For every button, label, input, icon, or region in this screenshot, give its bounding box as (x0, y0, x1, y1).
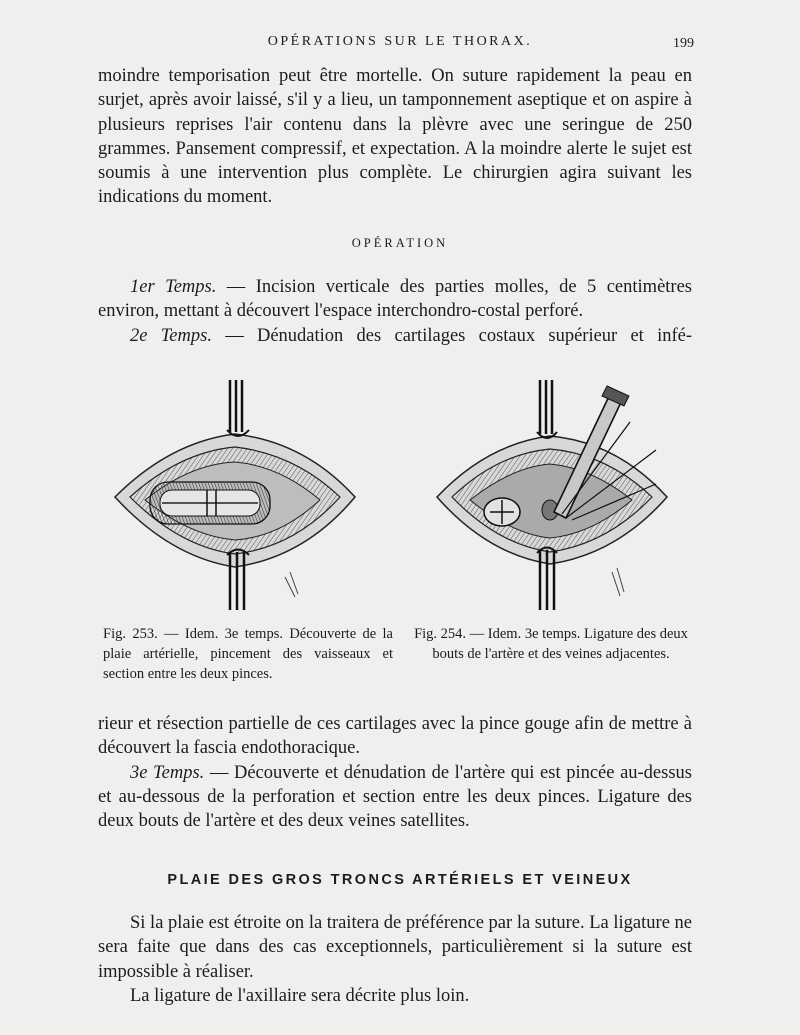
figure-254-caption: Fig. 254. — Idem. 3e temps. Ligature des deux bouts de l'artère et des veines adjacentes. (414, 626, 688, 662)
step-1-label: 1er Temps. (130, 277, 217, 297)
section-title-operation: OPÉRATION (351, 236, 449, 250)
figure-254-illustration (432, 372, 672, 617)
section-heading-plaie: PLAIE DES GROS TRONCS ARTÉRIELS ET VEINEUX (167, 872, 633, 888)
operation-steps-continued (98, 712, 692, 833)
paragraph-axillaire: La ligature de l'axillaire sera décrite plus loin. (130, 985, 470, 1006)
step-3 (98, 761, 692, 834)
figure-253-illustration (110, 372, 360, 617)
step-2 (98, 324, 692, 348)
operation-steps-block (98, 275, 692, 348)
step-1 (98, 275, 692, 324)
paragraph-1: moindre temporisation peut être mortelle. On suture rapidement la peau en surjet, après avoir laissé, s'il y a lieu, un tamponnement aseptique et on aspire à plusieurs reprises l'air contenu dans la plèvre avec une seringue de 250 grammes. Pansement compressif, et expectation. A la moindre alerte le sujet est soumis à une intervention plus complète. Le chirurgien agira suivant les indications du moment. (98, 66, 692, 208)
step-1-text: — Incision verticale des parties molles, de 5 centimètres environ, mettant à découvert l'espace interchondro-costal perforé. (98, 277, 692, 322)
page-number: 199 (673, 36, 694, 51)
paragraph-suture: Si la plaie est étroite on la traitera de préférence par la suture. La ligature ne sera faite que dans des cas exceptionnels, particulièrement si la suture est impossible à réaliser. (98, 913, 692, 982)
intro-text-block (98, 64, 692, 210)
running-title: OPÉRATIONS SUR LE THORAX. (267, 34, 533, 49)
step-2-continued: rieur et résection partielle de ces cartilages avec la pince gouge afin de mettre à découvert la fascia endothoracique. (98, 714, 692, 759)
step-2-label: 2e Temps. (130, 325, 212, 346)
closing-text-block (98, 911, 692, 1008)
step-3-label: 3e Temps. (130, 762, 205, 783)
figure-253-caption: Fig. 253. — Idem. 3e temps. Découverte de la plaie artérielle, pincement des vaisseaux et section entre les deux pinces. (103, 626, 393, 682)
step-2-text-part1: — Dénudation des cartilages costaux supérieur et infé- (211, 325, 693, 346)
step-3-text: — Découverte et dénudation de l'artère qui est pincée au-dessus et au-dessous de la perforation et section entre les deux pinces. Ligature des deux bouts de l'artère et des deux veines satellites. (98, 762, 692, 832)
